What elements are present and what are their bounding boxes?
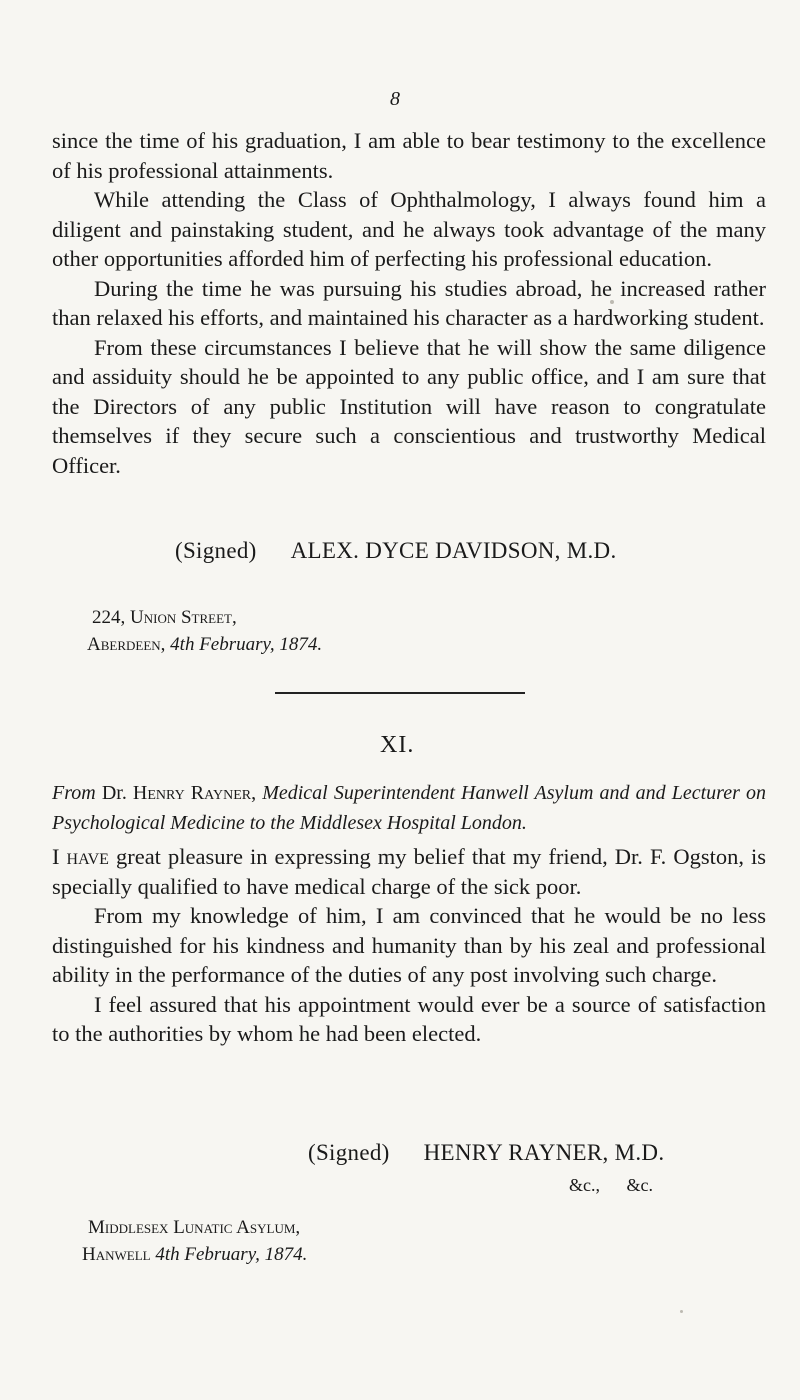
- section-divider: [275, 692, 525, 694]
- paragraph: I feel assured that his appointment would ever be a source of satisfaction to the authorities by whom he had been elected.: [52, 991, 766, 1046]
- paragraph: From these circumstances I believe that he will show the same diligence and assiduity should he be appointed to any public office, and I am sure that the Directors of any public Institution will have reason to congratulate themselves if they secure such a conscientious and trustworthy Medical Officer.: [52, 334, 766, 478]
- address-institution: Middlesex Lunatic Asylum,: [88, 1217, 301, 1238]
- address-date: 4th February, 1874.: [170, 634, 323, 655]
- paper-speck: [680, 1310, 683, 1313]
- signature-line-1: [175, 538, 617, 564]
- signed-label: (Signed): [175, 538, 257, 563]
- paragraph: From my knowledge of him, I am convinced that he would be no less distinguished for his kindness and humanity than by his zeal and professional ability in the performance of the duties of any post involving such charge.: [52, 903, 766, 987]
- from-title: Dr.: [101, 782, 127, 804]
- paragraph: [52, 842, 766, 901]
- opening-word: I have: [52, 844, 109, 869]
- from-description: Medical Superintendent Hanwell Asylum and and Lecturer on Psychological Medicine to the Middlesex Hospital London.: [52, 782, 766, 834]
- paragraph: During the time he was pursuing his studies abroad, he increased rather than relaxed his efforts, and maintained his character as a hardworking student.: [52, 275, 766, 330]
- address-block-1: [87, 604, 323, 658]
- paragraph-text: great pleasure in expressing my belief that my friend, Dr. F. Ogston, is specially qualified to have medical charge of the sick poor.: [52, 844, 767, 899]
- from-word: From: [52, 782, 96, 804]
- from-name: Henry Rayner,: [132, 782, 257, 804]
- etc-abbreviation: &c., &c.: [569, 1175, 653, 1195]
- paper-speck: [610, 300, 614, 304]
- signature-name: ALEX. DYCE DAVIDSON, M.D.: [290, 538, 617, 563]
- signature-name: HENRY RAYNER, M.D.: [423, 1140, 665, 1165]
- letter-2-body: [52, 842, 766, 1049]
- address-city-date: [87, 631, 322, 658]
- address-city: Aberdeen,: [87, 634, 166, 655]
- signed-label: (Signed): [308, 1140, 390, 1165]
- paragraph: since the time of his graduation, I am able to bear testimony to the excellence of his professional attainments.: [52, 128, 766, 183]
- address-city-date: [82, 1241, 307, 1268]
- address-block-2: [82, 1214, 308, 1268]
- page-number: 8: [390, 88, 400, 110]
- address-street: 224, Union Street,: [92, 607, 237, 628]
- address-date: 4th February, 1874.: [155, 1244, 308, 1265]
- letter-2-heading: [52, 778, 766, 838]
- section-numeral: XI.: [380, 732, 415, 758]
- address-city: Hanwell: [82, 1244, 151, 1265]
- signature-line-2: [308, 1140, 664, 1166]
- paragraph: While attending the Class of Ophthalmology, I always found him a diligent and painstaking student, and he always took advantage of the many other opportunities afforded him of perfecting his professional education.: [52, 187, 766, 271]
- letter-1-body: [52, 126, 766, 480]
